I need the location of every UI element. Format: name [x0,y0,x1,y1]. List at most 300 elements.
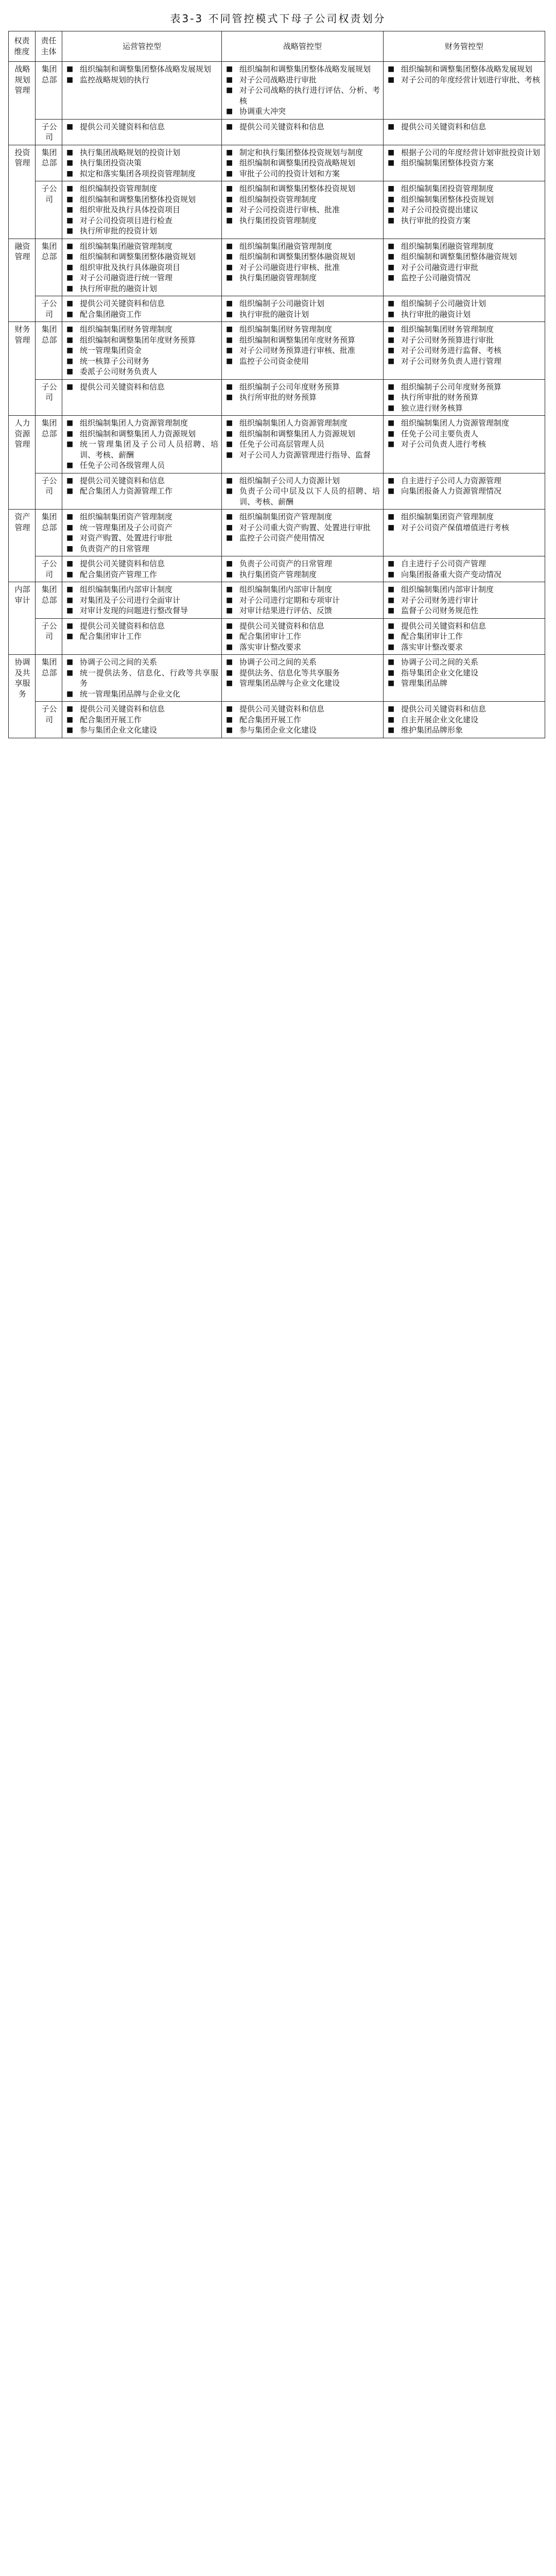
operational-cell [62,556,222,582]
financial-cell [384,655,545,702]
responsibility-item [226,642,380,653]
item-text: 提供公司关键资料和信息 [239,704,325,714]
financial-cell [384,510,545,556]
responsibility-item [388,64,542,75]
area-cell: 人力资源管理 [9,416,36,510]
responsibility-item [388,486,542,497]
bullet-square-icon: ■ [66,705,74,713]
item-text: 对子公司财务预算进行审核、批准 [239,346,356,355]
bullet-square-icon: ■ [66,325,74,333]
operational-cell [62,296,222,322]
strategic-cell [222,379,384,416]
responsibility-item [388,704,542,715]
responsibility-item [66,668,218,689]
responsibility-item [66,522,218,533]
item-text: 组织编制集团投资管理制度 [401,184,494,193]
responsibility-item [66,345,218,356]
bullet-square-icon: ■ [388,585,395,594]
operational-cell [62,322,222,380]
item-text: 执行所审批的融资计划 [80,283,158,293]
strategic-cell [222,582,384,619]
responsibility-item [226,450,380,461]
responsibility-item [226,704,380,715]
bullet-square-icon: ■ [388,122,395,131]
bullet-square-icon: ■ [226,357,233,365]
bullet-square-icon: ■ [226,726,233,734]
responsibility-item [226,486,380,507]
bullet-square-icon: ■ [388,252,395,261]
item-text: 对子公司投资项目进行检查 [80,215,173,225]
item-text: 自主进行子公司人力资源管理 [401,476,502,485]
bullet-square-icon: ■ [66,382,74,391]
bullet-square-icon: ■ [226,75,233,84]
responsibility-item [226,241,380,252]
responsibility-item [388,668,542,679]
header-financial: 财务管控型 [384,31,545,62]
bullet-square-icon: ■ [226,570,233,579]
item-text: 组织编制集团融资管理制度 [80,241,173,251]
financial-cell [384,239,545,296]
table-row [9,322,545,380]
bullet-square-icon: ■ [388,487,395,495]
bullet-square-icon: ■ [226,642,233,651]
item-text: 配合集团开展工作 [239,715,302,724]
financial-cell [384,62,545,120]
bullet-square-icon: ■ [66,195,74,204]
item-text: 组织编制集团融资管理制度 [239,241,333,251]
item-text: 任免子公司各级管理人员 [80,461,165,470]
item-text: 协调子公司之间的关系 [239,657,317,667]
bullet-square-icon: ■ [226,560,233,568]
bullet-square-icon: ■ [66,335,74,344]
table-body [9,62,545,738]
bullet-square-icon: ■ [66,159,74,167]
item-text: 负责资产的日常管理 [80,544,150,553]
table-row [9,62,545,120]
responsibility-item [226,558,380,569]
strategic-cell [222,702,384,738]
item-text: 组织编制子公司融资计划 [401,299,486,308]
responsibility-item [66,122,218,132]
responsibility-item [226,605,380,616]
bullet-square-icon: ■ [388,195,395,204]
responsibility-item [388,605,542,616]
item-text: 对子公司财务进行审计 [401,595,479,605]
responsibility-item [226,522,380,533]
bullet-square-icon: ■ [388,726,395,734]
responsibility-item [66,183,218,194]
item-text: 执行所审批的财务预算 [239,393,317,402]
level-cell: 集团总部 [36,582,62,619]
responsibility-item [226,147,380,158]
table-row [9,582,545,619]
responsibility-item [226,168,380,179]
area-cell: 融资管理 [9,239,36,322]
responsibility-item [226,64,380,75]
bullet-square-icon: ■ [66,65,74,73]
table-row [9,119,545,145]
bullet-square-icon: ■ [66,570,74,579]
bullet-square-icon: ■ [226,346,233,354]
bullet-square-icon: ■ [66,346,74,354]
responsibility-item [66,75,218,86]
level-cell: 子公司 [36,473,62,510]
strategic-cell [222,655,384,702]
bullet-square-icon: ■ [226,632,233,640]
bullet-square-icon: ■ [66,263,74,272]
financial-cell [384,181,545,239]
responsibility-item [388,429,542,439]
responsibility-item [388,621,542,632]
item-text: 参与集团企业文化建设 [80,725,158,735]
responsibility-item [388,241,542,252]
bullet-square-icon: ■ [66,357,74,365]
item-text: 组织编制集团整体投资方案 [401,158,494,167]
level-cell: 集团总部 [36,62,62,120]
item-text: 负责子公司中层及以下人员的招聘、培训、考核、薪酬 [239,486,380,506]
bullet-square-icon: ■ [226,487,233,495]
bullet-square-icon: ■ [226,585,233,594]
bullet-square-icon: ■ [66,632,74,640]
responsibility-item [388,584,542,595]
responsibility-item [388,158,542,168]
responsibility-item [66,595,218,606]
table-row [9,239,545,296]
responsibility-item [388,631,542,642]
responsibility-item [388,273,542,283]
item-text: 对审计结果进行评估、反馈 [239,606,333,615]
item-text: 组织编制集团资产管理制度 [401,512,494,521]
responsibility-item [66,429,218,439]
item-text: 监督子公司财务规范性 [401,606,479,615]
item-text: 对子公司融资进行审核、批准 [239,262,340,272]
bullet-square-icon: ■ [226,122,233,131]
bullet-square-icon: ■ [66,461,74,469]
bullet-square-icon: ■ [66,242,74,250]
responsibility-item [388,522,542,533]
responsibility-item [66,544,218,554]
item-text: 提供公司关键资料和信息 [80,122,165,131]
item-text: 配合集团审计工作 [80,632,142,641]
item-text: 监控子公司资金使用 [239,356,309,366]
area-cell: 投资管理 [9,145,36,239]
bullet-square-icon: ■ [66,206,74,214]
bullet-square-icon: ■ [226,107,233,115]
bullet-square-icon: ■ [66,523,74,532]
table-row [9,379,545,416]
financial-cell [384,322,545,380]
bullet-square-icon: ■ [226,195,233,204]
item-text: 对子公司财务进行监督、考核 [401,346,502,355]
responsibility-item [226,439,380,450]
responsibility-item [66,533,218,544]
item-text: 根据子公司的年度经营计划审批投资计划 [401,147,541,157]
responsibility-item [66,335,218,346]
item-text: 任免子公司主要负责人 [401,429,479,438]
bullet-square-icon: ■ [66,440,74,448]
responsibility-item [388,75,542,86]
responsibility-item [66,476,218,486]
bullet-square-icon: ■ [66,668,74,677]
operational-cell [62,379,222,416]
responsibility-item [66,262,218,273]
item-text: 组织编制和调整集团人力资源规划 [239,429,356,438]
item-text: 对子公司资产保值增值进行考核 [401,522,510,532]
item-text: 对子公司的年度经营计划进行审批、考核 [401,75,541,84]
item-text: 对子公司融资进行审批 [401,262,479,272]
item-text: 执行集团投资管理制度 [239,215,317,225]
bullet-square-icon: ■ [66,726,74,734]
responsibility-item [226,668,380,679]
responsibility-item [388,122,542,132]
item-text: 统一提供法务、信息化、行政等共享服务 [80,668,218,688]
item-text: 组织编制集团人力资源管理制度 [401,418,510,428]
item-text: 委派子公司财务负责人 [80,367,158,376]
bullet-square-icon: ■ [66,227,74,235]
bullet-square-icon: ■ [66,367,74,376]
item-text: 对子公司融资进行统一管理 [80,273,173,282]
responsibility-item [66,298,218,309]
responsibility-item [226,215,380,226]
bullet-square-icon: ■ [388,216,395,225]
area-cell: 财务管理 [9,322,36,416]
table-row [9,296,545,322]
bullet-square-icon: ■ [226,476,233,485]
responsibility-item [388,403,542,414]
bullet-square-icon: ■ [226,252,233,261]
bullet-square-icon: ■ [388,658,395,666]
responsibility-item [226,621,380,632]
item-text: 统一管理集团品牌与企业文化 [80,689,181,699]
bullet-square-icon: ■ [226,65,233,73]
item-text: 提供公司关键资料和信息 [80,476,165,485]
item-text: 组织编制集团融资管理制度 [401,241,494,251]
item-text: 组织编制集团整体投资规划 [401,194,494,204]
table-row [9,510,545,556]
bullet-square-icon: ■ [66,513,74,521]
responsibility-item [388,558,542,569]
bullet-square-icon: ■ [388,642,395,651]
level-cell: 集团总部 [36,510,62,556]
responsibility-item [226,251,380,262]
bullet-square-icon: ■ [226,668,233,677]
bullet-square-icon: ■ [388,75,395,84]
responsibility-item [66,418,218,429]
responsibility-item [226,715,380,725]
header-area: 权责维度 [9,31,36,62]
bullet-square-icon: ■ [388,206,395,214]
strategic-cell [222,145,384,181]
responsibility-item [66,621,218,632]
bullet-square-icon: ■ [226,679,233,687]
item-text: 组织编制投资管理制度 [239,194,317,204]
item-text: 组织编制投资管理制度 [80,184,158,193]
item-text: 组织编制和调整集团投资战略规划 [239,158,356,167]
responsibility-item [226,657,380,668]
financial-cell [384,296,545,322]
financial-cell [384,379,545,416]
bullet-square-icon: ■ [388,606,395,615]
level-cell: 子公司 [36,556,62,582]
item-text: 负责子公司资产的日常管理 [239,559,333,568]
responsibility-item [388,569,542,580]
responsibility-item [226,678,380,689]
level-cell: 集团总部 [36,239,62,296]
item-text: 监控战略规划的执行 [80,75,150,84]
bullet-square-icon: ■ [388,715,395,724]
responsibility-item [66,215,218,226]
item-text: 配合集团融资工作 [80,309,142,319]
bullet-square-icon: ■ [66,596,74,604]
item-text: 统一管理集团及子公司人员招聘、培训、考核、薪酬 [80,439,218,460]
item-text: 组织编制集团资产管理制度 [239,512,333,521]
item-text: 管理集团品牌 [401,679,448,688]
operational-cell [62,618,222,655]
item-text: 落实审计整改要求 [239,642,302,652]
bullet-square-icon: ■ [226,242,233,250]
responsibility-item [226,183,380,194]
strategic-cell [222,473,384,510]
bullet-square-icon: ■ [226,335,233,344]
responsibility-item [66,226,218,236]
responsibility-item [226,298,380,309]
financial-cell [384,119,545,145]
bullet-square-icon: ■ [226,184,233,193]
responsibility-item [226,584,380,595]
bullet-square-icon: ■ [388,596,395,604]
table-row [9,702,545,738]
item-text: 对子公司财务负责人进行管理 [401,356,502,366]
item-text: 提供公司关键资料和信息 [401,704,486,714]
bullet-square-icon: ■ [66,122,74,131]
item-text: 执行审批的融资计划 [401,309,471,319]
bullet-square-icon: ■ [66,310,74,318]
responsibility-item [226,382,380,393]
table-row [9,145,545,181]
responsibility-item [66,715,218,725]
responsibility-item [388,335,542,346]
item-text: 提供公司关键资料和信息 [80,382,165,392]
bullet-square-icon: ■ [226,523,233,532]
bullet-square-icon: ■ [226,263,233,272]
bullet-square-icon: ■ [388,621,395,630]
bullet-square-icon: ■ [226,206,233,214]
responsibility-item [66,657,218,668]
financial-cell [384,416,545,473]
bullet-square-icon: ■ [388,513,395,521]
item-text: 执行集团战略规划的投资计划 [80,147,181,157]
responsibility-item [226,194,380,205]
item-text: 自主进行子公司资产管理 [401,559,486,568]
strategic-cell [222,296,384,322]
item-text: 提供公司关键资料和信息 [80,704,165,714]
responsibility-item [388,512,542,522]
bullet-square-icon: ■ [66,476,74,485]
bullet-square-icon: ■ [388,299,395,308]
item-text: 对审计发现的问题进行整改督导 [80,606,188,615]
responsibility-item [66,460,218,471]
responsibility-item [66,486,218,497]
operational-cell [62,181,222,239]
bullet-square-icon: ■ [388,632,395,640]
item-text: 组织审批及执行具体投资项目 [80,205,181,214]
operational-cell [62,62,222,120]
financial-cell [384,473,545,510]
item-text: 组织编制集团财务管理制度 [401,325,494,334]
header-operational: 运营管控型 [62,31,222,62]
item-text: 自主开展企业文化建设 [401,715,479,724]
responsibility-item [66,251,218,262]
table-row [9,181,545,239]
item-text: 组织编制和调整集团整体融资规划 [401,252,517,261]
strategic-cell [222,181,384,239]
item-text: 组织编制和调整集团年度财务预算 [80,335,196,345]
item-text: 落实审计整改要求 [401,642,463,652]
bullet-square-icon: ■ [388,184,395,193]
bullet-square-icon: ■ [66,689,74,698]
bullet-square-icon: ■ [388,346,395,354]
item-text: 管理集团品牌与企业文化建设 [239,679,340,688]
item-text: 提供公司关键资料和信息 [239,122,325,131]
responsibility-item [388,251,542,262]
item-text: 提供公司关键资料和信息 [401,122,486,131]
responsibility-item [66,439,218,460]
bullet-square-icon: ■ [388,242,395,250]
item-text: 对子公司投资进行审核、批准 [239,205,340,214]
responsibility-item [66,512,218,522]
area-cell: 协调及共享服务 [9,655,36,738]
bullet-square-icon: ■ [226,596,233,604]
responsibility-item [388,194,542,205]
item-text: 执行集团资产管理制度 [239,569,317,579]
financial-cell [384,618,545,655]
bullet-square-icon: ■ [226,169,233,178]
bullet-square-icon: ■ [226,534,233,542]
bullet-square-icon: ■ [66,544,74,553]
bullet-square-icon: ■ [226,705,233,713]
header-row [9,31,545,62]
item-text: 组织编制和调整集团整体战略发展规划 [80,64,212,74]
operational-cell [62,119,222,145]
item-text: 对子公司进行定期和专项审计 [239,595,340,605]
responsibility-item [388,147,542,158]
item-text: 配合集团人力资源管理工作 [80,486,173,496]
responsibility-item [388,345,542,356]
bullet-square-icon: ■ [226,440,233,448]
bullet-square-icon: ■ [66,585,74,594]
bullet-square-icon: ■ [226,310,233,318]
item-text: 组织编制和调整集团年度财务预算 [239,335,356,345]
level-cell: 子公司 [36,119,62,145]
responsibility-item [66,158,218,168]
financial-cell [384,582,545,619]
responsibility-item [226,262,380,273]
responsibility-item [388,356,542,367]
item-text: 协调重大冲突 [239,107,286,116]
responsibility-item [226,356,380,367]
financial-cell [384,556,545,582]
bullet-square-icon: ■ [388,523,395,532]
level-cell: 子公司 [36,181,62,239]
responsibility-item [66,382,218,393]
level-cell: 子公司 [36,296,62,322]
item-text: 对集团及子公司进行全面审计 [80,595,181,605]
table-row [9,416,545,473]
operational-cell [62,239,222,296]
item-text: 协调子公司之间的关系 [80,657,158,667]
bullet-square-icon: ■ [226,513,233,521]
item-text: 执行所审批的财务预算 [401,393,479,402]
